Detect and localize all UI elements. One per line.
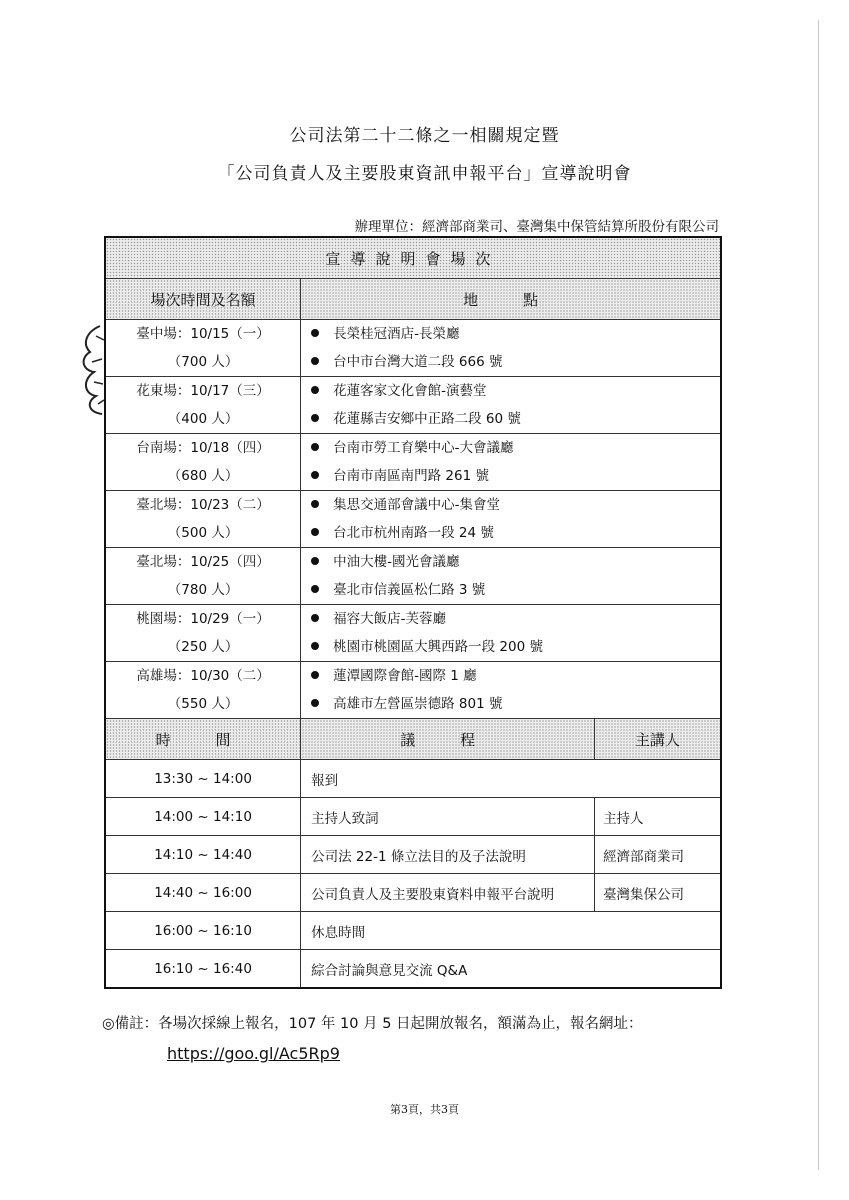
sessions-section-header bbox=[105, 237, 721, 279]
bullet-icon bbox=[311, 500, 319, 508]
agenda-time: 16:00 ~ 16:10 bbox=[105, 912, 301, 950]
bullet-icon bbox=[311, 357, 319, 365]
session-date: 臺中場：10/15（一） bbox=[136, 326, 270, 342]
agenda-row bbox=[105, 912, 721, 950]
agenda-row bbox=[105, 836, 721, 874]
agenda-time: 14:10 ~ 14:40 bbox=[105, 836, 301, 874]
scan-edge-line bbox=[818, 20, 819, 1170]
col-header-session: 場次時間及名額 bbox=[105, 279, 301, 320]
location-cell bbox=[301, 377, 721, 434]
session-quota: （500 人） bbox=[167, 525, 239, 541]
agenda-item: 報到 bbox=[301, 760, 721, 798]
bullet-icon bbox=[311, 471, 319, 479]
page-number: 第3頁，共3頁 bbox=[390, 1103, 459, 1116]
session-quota: （550 人） bbox=[167, 696, 239, 712]
location-cell bbox=[301, 605, 721, 662]
bullet-icon bbox=[311, 528, 319, 536]
session-date: 花東場：10/17（三） bbox=[136, 383, 270, 399]
agenda-item: 綜合討論與意見交流 Q&A bbox=[301, 950, 721, 989]
location-address: 臺北市信義區松仁路 3 號 bbox=[333, 582, 486, 598]
location-line bbox=[311, 377, 720, 405]
sessions-column-header bbox=[105, 279, 721, 320]
bullet-icon bbox=[311, 414, 319, 422]
bullet-icon bbox=[311, 699, 319, 707]
session-date: 臺北場：10/23（二） bbox=[136, 497, 270, 513]
location-line bbox=[311, 690, 720, 718]
session-date: 臺北場：10/25（四） bbox=[136, 554, 270, 570]
agenda-column-header bbox=[105, 719, 721, 760]
bullet-icon bbox=[311, 557, 319, 565]
agenda-speaker: 主持人 bbox=[595, 798, 721, 836]
location-venue: 中油大樓-國光會議廳 bbox=[333, 554, 460, 570]
location-cell bbox=[301, 662, 721, 719]
document-title-line1: 公司法第二十二條之一相關規定暨 bbox=[289, 126, 560, 146]
session-quota: （400 人） bbox=[167, 411, 239, 427]
organizer-line: 辦理單位：經濟部商業司、臺灣集中保管結算所股份有限公司 bbox=[354, 219, 719, 235]
agenda-rows bbox=[105, 760, 721, 989]
location-venue: 福容大飯店-芙蓉廳 bbox=[333, 611, 446, 627]
session-rows bbox=[105, 320, 721, 719]
location-line bbox=[311, 462, 720, 490]
bullet-icon bbox=[311, 671, 319, 679]
location-line bbox=[311, 348, 720, 376]
session-cell bbox=[105, 491, 301, 548]
location-line bbox=[311, 405, 720, 433]
sessions-section-title: 宣導說明會場次 bbox=[105, 237, 721, 279]
location-line bbox=[311, 576, 720, 604]
bullet-icon bbox=[311, 614, 319, 622]
bullet-icon bbox=[311, 386, 319, 394]
agenda-time: 16:10 ~ 16:40 bbox=[105, 950, 301, 989]
agenda-item: 主持人致詞 bbox=[301, 798, 595, 836]
agenda-row bbox=[105, 874, 721, 912]
location-cell bbox=[301, 434, 721, 491]
col-header-location: 地 點 bbox=[301, 279, 721, 320]
location-line bbox=[311, 662, 720, 690]
document-title-line2: 「公司負責人及主要股東資訊申報平台」宣導說明會 bbox=[217, 164, 632, 184]
location-line bbox=[311, 548, 720, 576]
location-address: 桃園市桃園區大興西路一段 200 號 bbox=[333, 639, 543, 655]
location-address: 高雄市左營區崇德路 801 號 bbox=[333, 696, 503, 712]
location-cell bbox=[301, 320, 721, 377]
location-cell bbox=[301, 548, 721, 605]
session-row bbox=[105, 605, 721, 662]
session-row bbox=[105, 434, 721, 491]
agenda-speaker: 臺灣集保公司 bbox=[595, 874, 721, 912]
session-row bbox=[105, 491, 721, 548]
location-venue: 長榮桂冠酒店-長榮廳 bbox=[333, 326, 460, 342]
location-venue: 蓮潭國際會館-國際 1 廳 bbox=[333, 668, 477, 684]
session-cell bbox=[105, 434, 301, 491]
session-quota: （780 人） bbox=[167, 582, 239, 598]
location-address: 台北市杭州南路一段 24 號 bbox=[333, 525, 494, 541]
session-cell bbox=[105, 605, 301, 662]
location-line bbox=[311, 605, 720, 633]
location-line bbox=[311, 320, 720, 348]
location-address: 花蓮縣吉安鄉中正路二段 60 號 bbox=[333, 411, 521, 427]
col-header-agenda: 議 程 bbox=[301, 719, 595, 760]
location-line bbox=[311, 434, 720, 462]
location-line bbox=[311, 491, 720, 519]
bullet-icon bbox=[311, 443, 319, 451]
bullet-icon bbox=[311, 585, 319, 593]
agenda-row bbox=[105, 798, 721, 836]
agenda-item: 休息時間 bbox=[301, 912, 721, 950]
registration-note: ◎備註：各場次採線上報名，107 年 10 月 5 日起開放報名，額滿為止，報名網址： bbox=[102, 1016, 643, 1032]
registration-link[interactable]: https://goo.gl/Ac5Rp9 bbox=[167, 1044, 340, 1063]
agenda-time: 13:30 ~ 14:00 bbox=[105, 760, 301, 798]
agenda-item: 公司負責人及主要股東資料申報平台說明 bbox=[301, 874, 595, 912]
session-cell bbox=[105, 320, 301, 377]
session-cell bbox=[105, 662, 301, 719]
col-header-speaker: 主講人 bbox=[595, 719, 721, 760]
session-date: 台南場：10/18（四） bbox=[136, 440, 270, 456]
bullet-icon bbox=[311, 329, 319, 337]
session-quota: （680 人） bbox=[167, 468, 239, 484]
agenda-speaker: 經濟部商業司 bbox=[595, 836, 721, 874]
agenda-time: 14:40 ~ 16:00 bbox=[105, 874, 301, 912]
session-row bbox=[105, 548, 721, 605]
session-row bbox=[105, 662, 721, 719]
location-venue: 花蓮客家文化會館-演藝堂 bbox=[333, 383, 487, 399]
session-date: 高雄場：10/30（二） bbox=[136, 668, 270, 684]
location-line bbox=[311, 519, 720, 547]
session-date: 桃園場：10/29（一） bbox=[136, 611, 270, 627]
session-quota: （250 人） bbox=[167, 639, 239, 655]
location-address: 台南市南區南門路 261 號 bbox=[333, 468, 489, 484]
session-row bbox=[105, 377, 721, 434]
location-line bbox=[311, 633, 720, 661]
col-header-time: 時 間 bbox=[105, 719, 301, 760]
location-venue: 台南市勞工育樂中心-大會議廳 bbox=[333, 440, 514, 456]
location-venue: 集思交通部會議中心-集會堂 bbox=[333, 497, 500, 513]
session-cell bbox=[105, 377, 301, 434]
session-row bbox=[105, 320, 721, 377]
location-address: 台中市台灣大道二段 666 號 bbox=[333, 354, 503, 370]
session-quota: （700 人） bbox=[167, 354, 239, 370]
schedule-table bbox=[104, 236, 722, 989]
session-cell bbox=[105, 548, 301, 605]
agenda-row bbox=[105, 760, 721, 798]
agenda-row bbox=[105, 950, 721, 989]
agenda-time: 14:00 ~ 14:10 bbox=[105, 798, 301, 836]
location-cell bbox=[301, 491, 721, 548]
bullet-icon bbox=[311, 642, 319, 650]
agenda-item: 公司法 22-1 條立法目的及子法說明 bbox=[301, 836, 595, 874]
